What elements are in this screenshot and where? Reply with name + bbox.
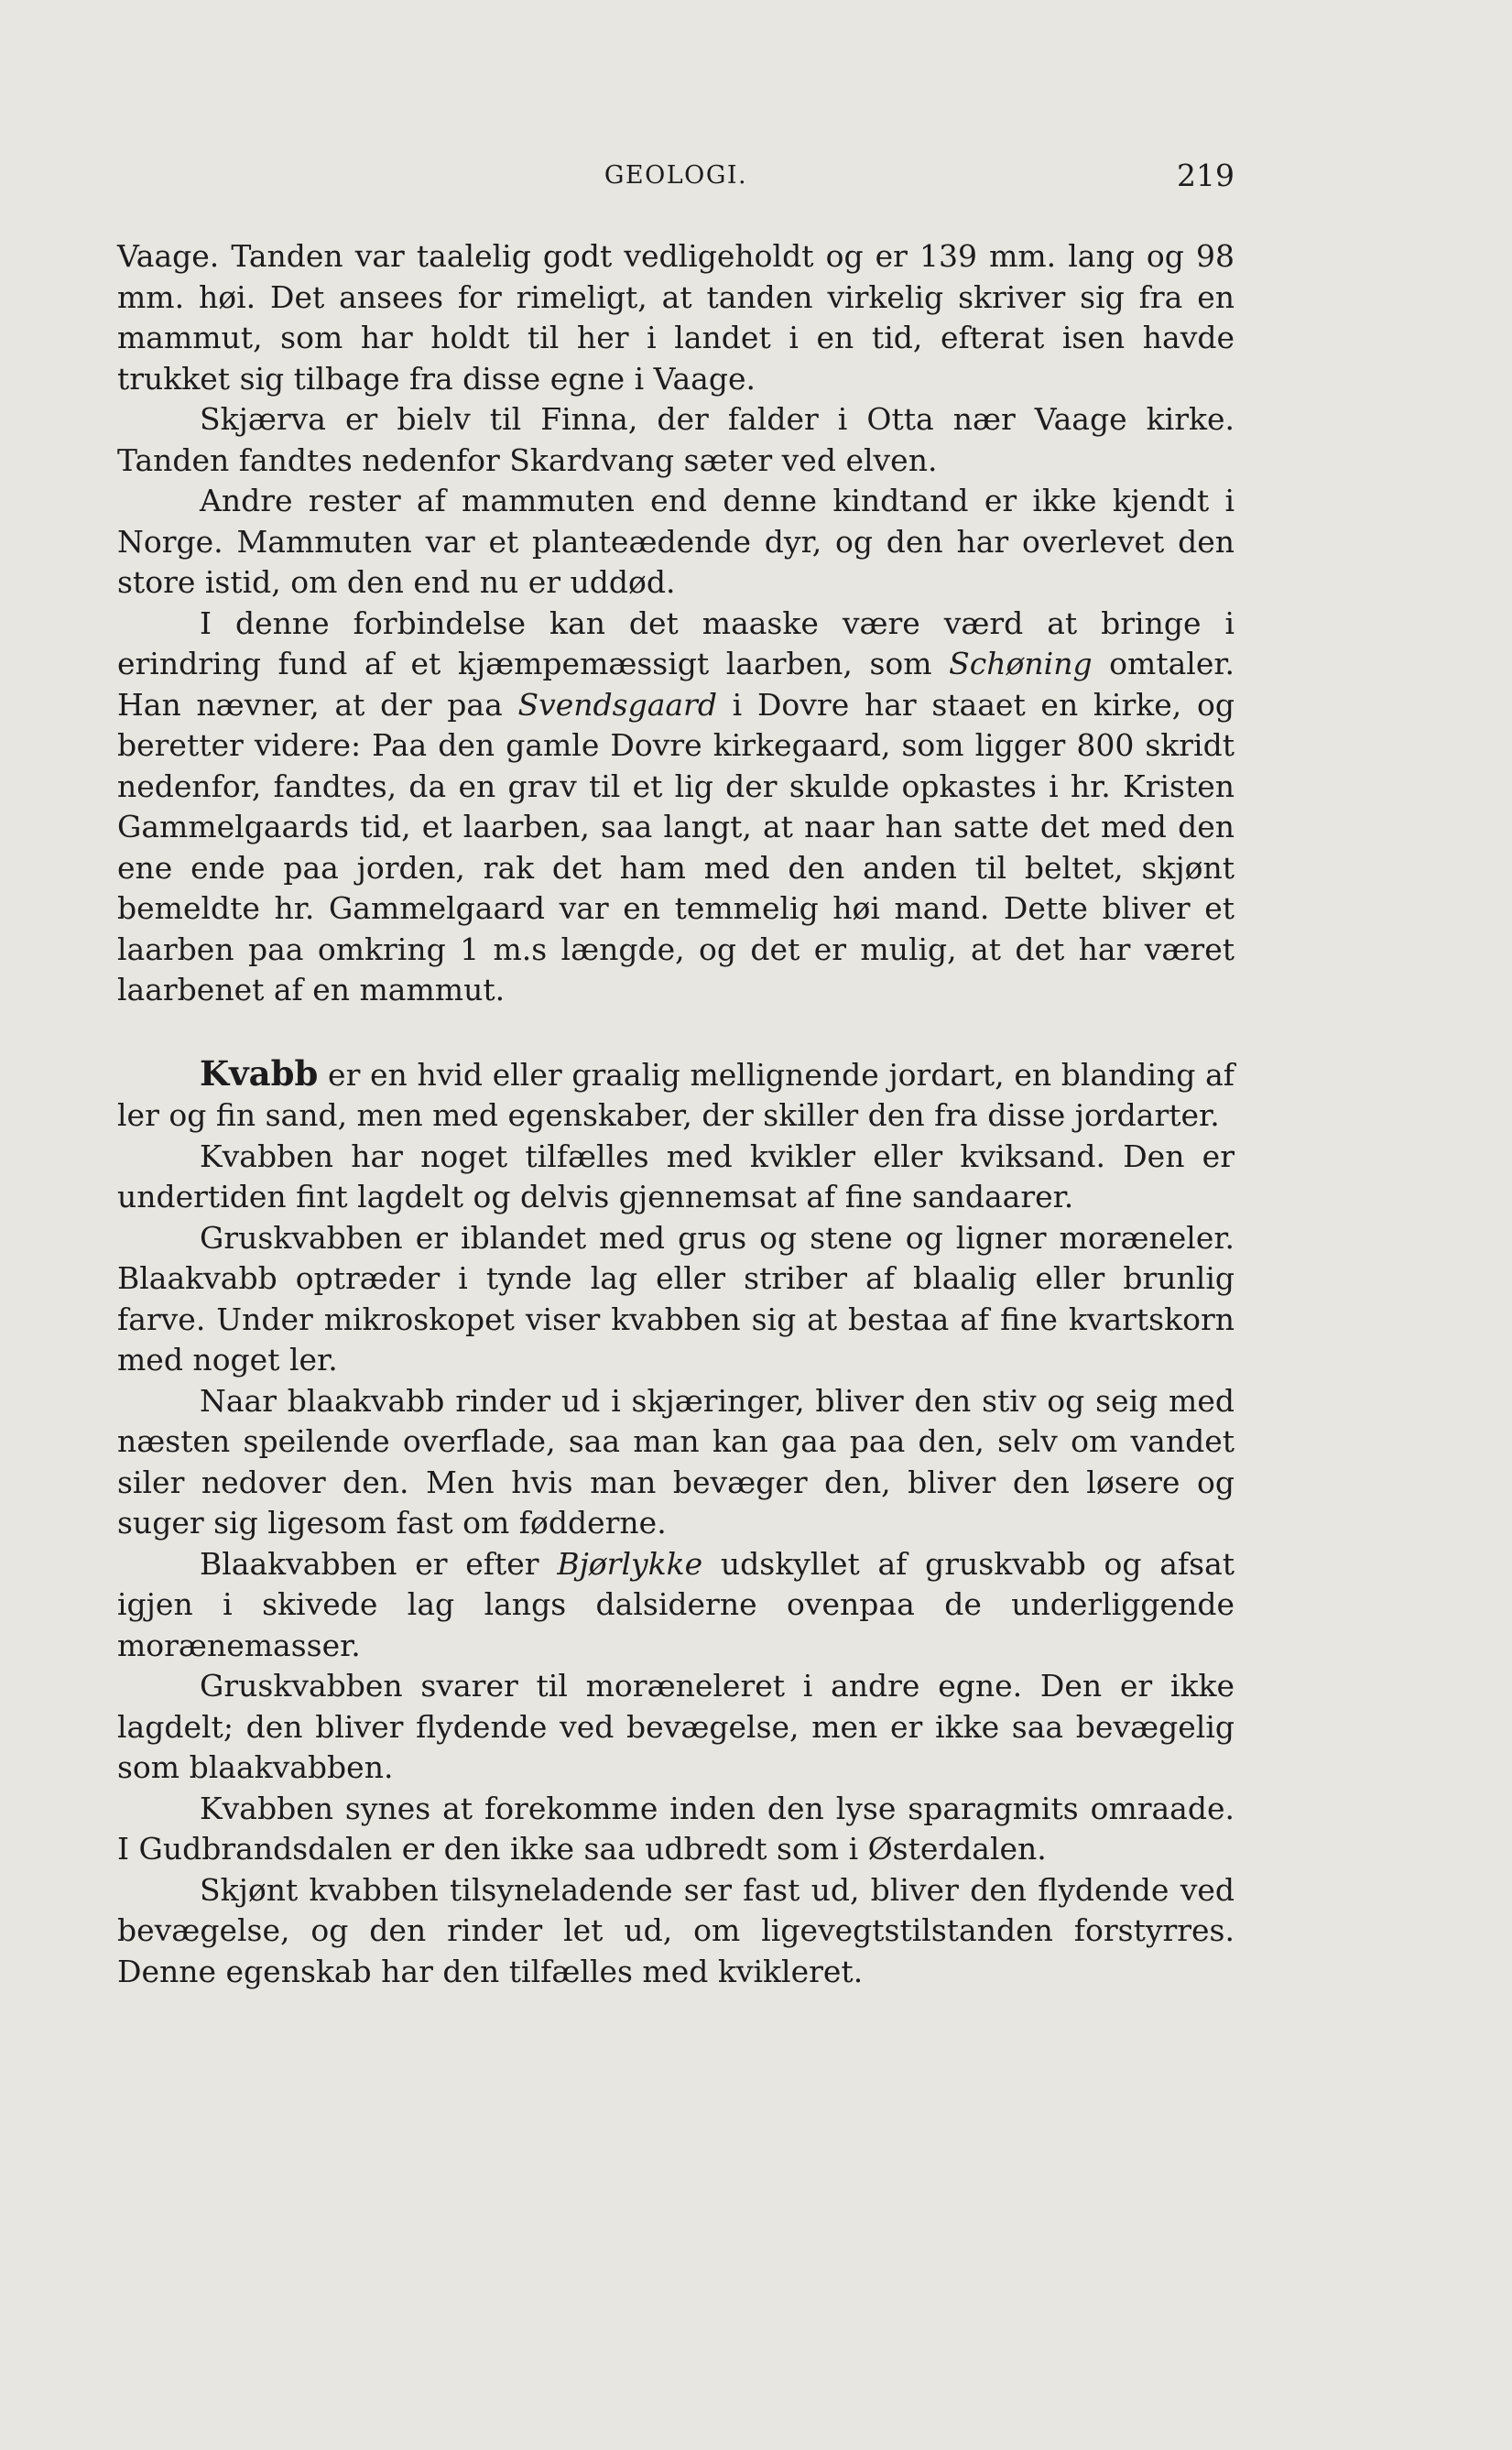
author-name: Bjørlykke — [557, 1545, 703, 1582]
running-head — [117, 158, 1235, 198]
paragraph: Blaakvabben er efter Bjørlykke udskyllet af gruskvabb og afsat igjen i skivede lag langs dalsiderne ovenpaa de underliggende morænemasser. — [117, 1545, 1235, 1663]
author-name: Schøning — [949, 646, 1093, 681]
place-name: Svendsgaard — [517, 686, 717, 723]
paragraph-section-kvabb: Kvabb er en hvid eller graalig mellignende jordart, en blanding af ler og fin sand, men med egenskaber, der skiller den fra disse jordarter. — [117, 1052, 1235, 1133]
body-text — [117, 236, 1235, 1992]
paragraph: Kvabben synes at forekomme inden den lyse sparagmits omraade. I Gudbrandsdalen er den ikke saa udbredt som i Østerdalen. — [117, 1790, 1235, 1867]
paragraph: Gruskvabben svarer til moræneleret i andre egne. Den er ikke lagdelt; den bliver flydende ved bevægelse, men er ikke saa bevægelig som blaakvabben. — [117, 1668, 1235, 1785]
paragraph: Gruskvabben er iblandet med grus og stene og ligner moræneler. Blaakvabb optræder i tynde lag eller striber af blaalig eller brunlig farve. Under mikroskopet viser kvabben sig at bestaa af fine kvartskorn med noget ler. — [117, 1219, 1235, 1377]
paragraph: Skjærva er bielv til Finna, der falder i Otta nær Vaage kirke. Tanden fandtes nedenfor Skardvang sæter ved elven. — [117, 401, 1235, 478]
paragraph: Andre rester af mammuten end denne kindtand er ikke kjendt i Norge. Mammuten var et planteædende dyr, og den har overlevet den store istid, om den end nu er uddød. — [117, 483, 1235, 600]
page-number: 219 — [1177, 158, 1235, 193]
paragraph: Kvabben har noget tilfælles med kvikler eller kviksand. Den er undertiden fint lagdelt og delvis gjennemsat af fine sandaarer. — [117, 1138, 1235, 1214]
paragraph: Vaage. Tanden var taalelig godt vedligeholdt og er 139 mm. lang og 98 mm. høi. Det ansees for rimeligt, at tanden virkelig skriver sig fra en mammut, som har holdt til her i landet i en tid, efterat isen havde trukket sig tilbage fra disse egne i Vaage. — [117, 238, 1235, 397]
lead-word: Kvabb — [200, 1052, 319, 1094]
paragraph: I denne forbindelse kan det maaske være værd at bringe i erindring fund af et kjæmpemæssigt laarben, som Schøning omtaler. Han nævner, at der paa Svendsgaard i Dovre har staaet en kirke, og beretter videre: Paa den gamle Dovre kirkegaard, som ligger 800 skridt nedenfor, fandtes, da en grav til et lig der skulde opkastes i hr. Kristen Gammelgaards tid, et laarben, saa langt, at naar han satte det med den ene ende paa jorden, rak det ham med den anden til beltet, skjønt bemeldte hr. Gammelgaard var en temmelig høi mand. Dette bliver et laarben paa omkring 1 m.s længde, og det er mulig, at det har været laarbenet af en mammut. — [117, 604, 1235, 1007]
running-title: GEOLOGI. — [604, 161, 748, 190]
paragraph: Naar blaakvabb rinder ud i skjæringer, bliver den stiv og seig med næsten speilende overflade, saa man kan gaa paa den, selv om vandet siler nedover den. Men hvis man bevæger den, bliver den løsere og suger sig ligesom fast om fødderne. — [117, 1382, 1235, 1541]
paragraph: Skjønt kvabben tilsyneladende ser fast ud, bliver den flydende ved bevægelse, og den rinder let ud, om ligevegtstilstanden forstyrres. Denne egenskab har den tilfælles med kvikleret. — [117, 1871, 1235, 1989]
